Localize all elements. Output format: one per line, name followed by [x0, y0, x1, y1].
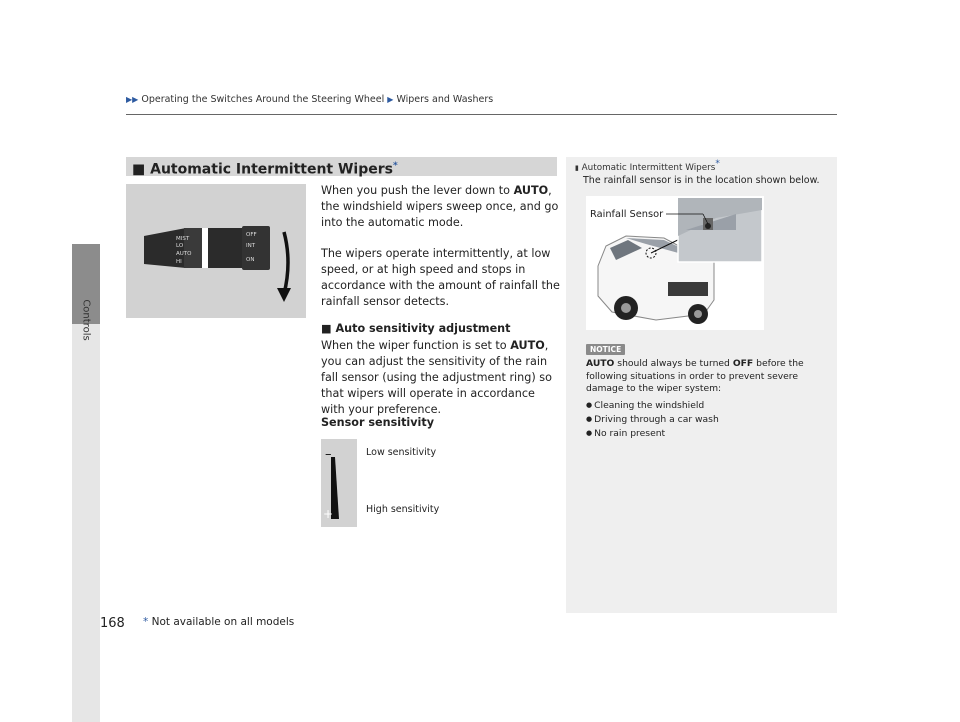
notice-text: AUTO should always be turned OFF before the following situations in order to prevent severe damage to the wiper system: — [586, 358, 804, 394]
minus-icon: – — [325, 447, 332, 462]
wiper-lever-icon — [126, 184, 306, 318]
label-low-sensitivity: Low sensitivity — [366, 447, 437, 458]
lever-label-on: ON — [246, 257, 255, 263]
lever-label-lo: LO — [176, 243, 184, 249]
section-title: Automatic Intermittent Wipers — [150, 161, 393, 178]
paragraph-auto-mode: When you push the lever down to AUTO, the windshield wipers sweep once, and go into the automatic mode. — [321, 184, 559, 229]
breadcrumb-item-wipers[interactable]: Wipers and Washers — [396, 94, 494, 105]
breadcrumb — [126, 94, 493, 105]
lever-label-off: OFF — [246, 232, 257, 238]
notice-badge: NOTICE — [586, 344, 625, 355]
notice-list — [586, 399, 719, 440]
sensitivity-scale-illustration — [321, 439, 357, 527]
callout-rainfall-sensor: Rainfall Sensor — [590, 209, 664, 220]
breadcrumb-arrow-icon: ▶ — [387, 95, 394, 104]
label-sensor-sensitivity: Sensor sensitivity — [321, 416, 435, 429]
list-item: ● Driving through a car wash — [586, 413, 719, 427]
paragraph-operation: The wipers operate intermittently, at low speed, or at high speed and stops in accordance with the amount of rainfall the rainfall sensor detects. — [321, 247, 560, 308]
plus-icon: + — [323, 507, 334, 521]
chapter-strip — [72, 324, 100, 722]
page-number: 168 — [100, 616, 125, 631]
section-bullet: ■ — [132, 161, 146, 178]
section-heading — [126, 157, 557, 176]
side-note-intro: The rainfall sensor is in the location shown below. — [583, 175, 820, 186]
footnote: * Not available on all models — [143, 616, 295, 628]
lever-label-int: INT — [246, 243, 256, 249]
list-item: ● No rain present — [586, 427, 719, 441]
sensitivity-wedge-icon — [321, 439, 357, 527]
subheading-bullet: ■ — [321, 322, 336, 335]
subheading-sensitivity: ■ Auto sensitivity adjustment — [321, 322, 511, 335]
label-high-sensitivity: High sensitivity — [366, 504, 440, 515]
list-item: ● Cleaning the windshield — [586, 399, 719, 413]
wiper-lever-illustration — [126, 184, 306, 318]
paragraph-sensitivity: When the wiper function is set to AUTO, you can adjust the sensitivity of the rain fall sensor (using the adjustment ring) so that wipers will operate in accordance with your preference. — [321, 339, 552, 416]
lever-label-auto: AUTO — [176, 251, 192, 257]
lever-label-mist: MIST — [176, 236, 190, 242]
section-star: * — [392, 161, 398, 171]
side-note-ref-icon: ▮ — [575, 163, 579, 172]
chapter-tab-label[interactable]: Controls — [80, 299, 92, 341]
breadcrumb-item-switches[interactable]: Operating the Switches Around the Steering Wheel — [141, 94, 385, 105]
breadcrumb-arrow-icon: ▶▶ — [126, 95, 139, 104]
lever-label-hi: HI — [176, 259, 182, 265]
side-note-title: ▮ Automatic Intermittent Wipers* — [575, 159, 720, 173]
header-divider — [126, 114, 837, 115]
